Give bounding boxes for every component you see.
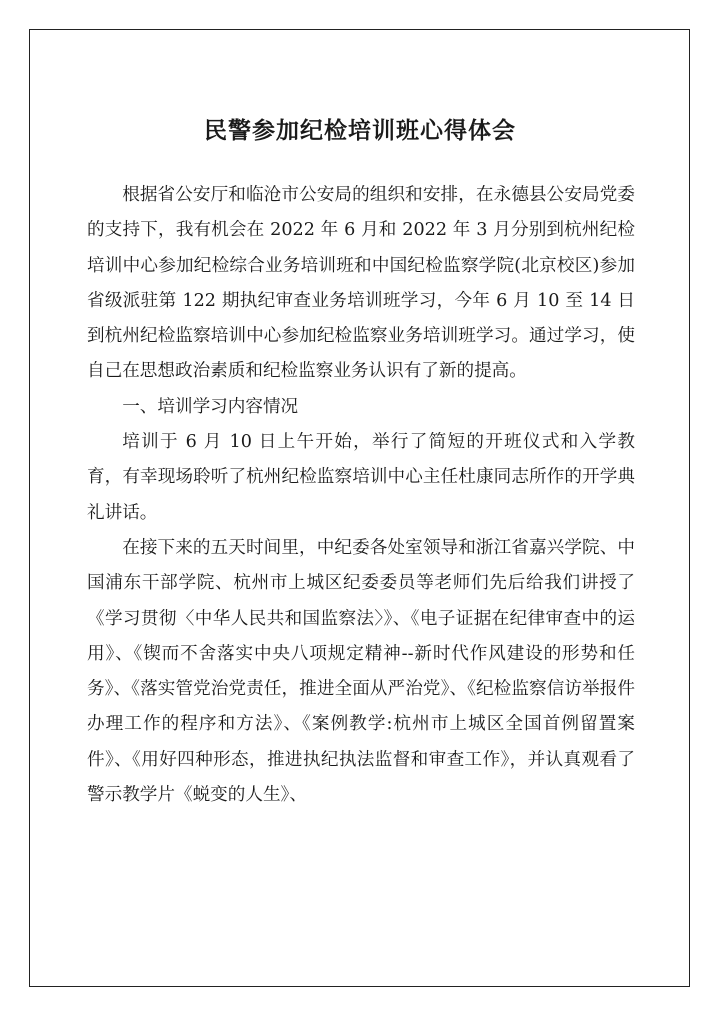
section-heading: 一、培训学习内容情况 [122,396,299,417]
paragraph-intro: 根据省公安厅和临沧市公安局的组织和安排，在永德县公安局党委的支持下，我有机会在 2022 年 6 月和 2022 年 3 月分别到杭州纪检培训中心参加纪检综合业务培训班和中国纪检监察学院(北京校区)参加省级派驻第 122 期执纪审查业务培训班学习，今年 6 月 10 至 14 日到杭州纪检监察培训中心参加纪检监察业务培训班学习。通过学习，使自己在思想政治素质和纪检监察业务认识有了新的提高。 [87,185,635,382]
paragraph-opening: 培训于 6 月 10 日上午开始，举行了简短的开班仪式和入学教育，有幸现场聆听了杭州纪检监察培训中心主任杜康同志所作的开学典礼讲话。 [87,432,635,523]
document-title: 民警参加纪检培训班心得体会 [204,117,516,144]
paragraph-courses: 在接下来的五天时间里，中纪委各处室领导和浙江省嘉兴学院、中国浦东干部学院、杭州市上城区纪委委员等老师们先后给我们讲授了《学习贯彻〈中华人民共和国监察法〉》、《电子证据在纪律审查中的运用》、《锲而不舍落实中央八项规定精神--新时代作风建设的形势和任务》、《落实管党治党责任，推进全面从严治党》、《纪检监察信访举报件办理工作的程序和方法》、《案例教学:杭州市上城区全国首例留置案件》、《用好四种形态，推进执纪执法监督和审查工作》，并认真观看了警示教学片《蜕变的人生》、 [87,537,635,806]
document-body [87,178,635,813]
